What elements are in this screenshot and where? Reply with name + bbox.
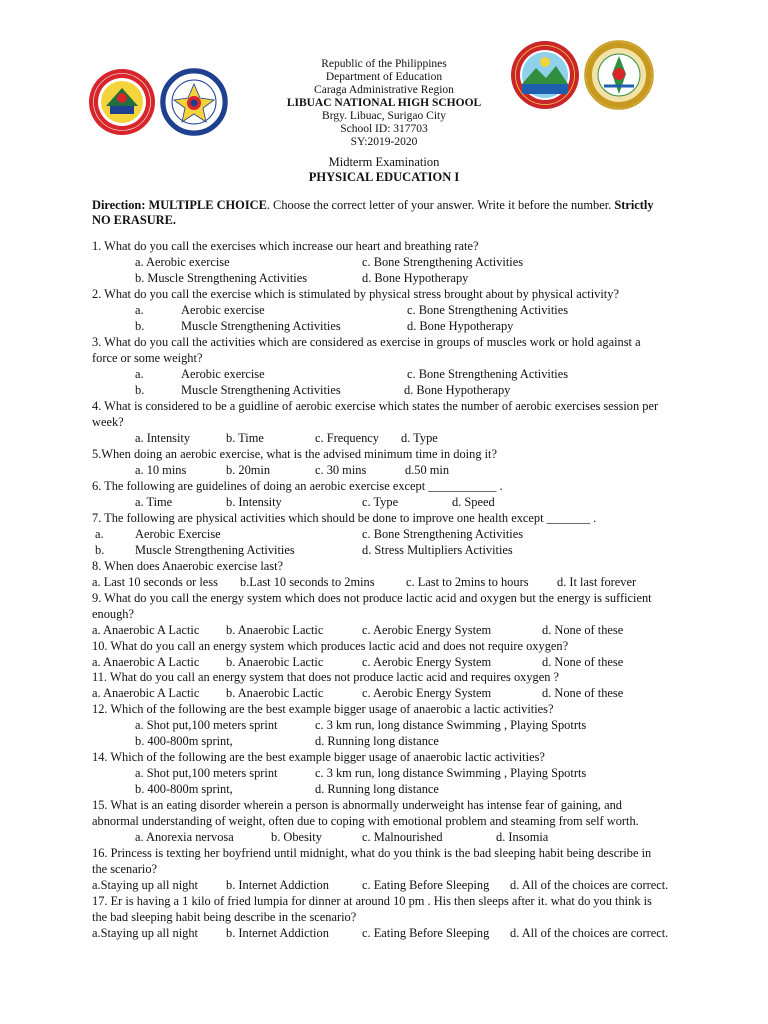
direction-label: Direction: MULTIPLE CHOICE <box>92 198 267 212</box>
q5-option-d: d.50 min <box>405 463 450 477</box>
q7-option-c: c. Bone Strengthening Activities <box>362 527 524 541</box>
q10-option-c: c. Aerobic Energy System <box>362 655 492 669</box>
q12-option-c: c. 3 km run, long distance Swimming , Playing Spotrts <box>315 718 587 732</box>
question-12: 12. Which of the following are the best example bigger usage of anaerobic a lactic activities? <box>92 702 554 716</box>
question-4-cont: week? <box>92 415 124 429</box>
q17-option-a: a.Staying up all night <box>92 926 198 940</box>
q1-option-b: b. Muscle Strengthening Activities <box>135 271 308 285</box>
exam-title-block <box>0 155 768 185</box>
q7-option-a-letter: a. <box>95 527 104 541</box>
q15-option-d: d. Insomia <box>496 830 549 844</box>
direction-strict: Strictly <box>614 198 654 212</box>
q11-option-a: a. Anaerobic A Lactic <box>92 686 200 700</box>
q1-option-a: a. Aerobic exercise <box>135 255 230 269</box>
question-4: 4. What is considered to be a guidline of aerobic exercise which states the number of aerobic exercises session per <box>92 399 659 413</box>
q9-option-d: d. None of these <box>542 623 624 637</box>
q5-option-b: b. 20min <box>226 463 271 477</box>
question-10: 10. What do you call an energy system which produces lactic acid and does not require oxygen? <box>92 639 569 653</box>
q5-option-a: a. 10 mins <box>135 463 187 477</box>
header-address: Brgy. Libuac, Surigao City <box>322 110 446 122</box>
q8-option-a: a. Last 10 seconds or less <box>92 575 218 589</box>
question-15-cont: abnormal understanding of weight, often due to coping with emotional problem and steaming from self worth. <box>92 814 639 828</box>
q4-option-b: b. Time <box>226 431 264 445</box>
q8-option-c: c. Last to 2mins to hours <box>406 575 529 589</box>
q2-option-a-letter: a. <box>135 303 144 317</box>
question-1: 1. What do you call the exercises which increase our heart and breathing rate? <box>92 239 479 253</box>
q11-option-d: d. None of these <box>542 686 624 700</box>
q6-option-b: b. Intensity <box>226 495 282 509</box>
header-department: Department of Education <box>325 71 443 83</box>
q3-option-b-letter: b. <box>135 383 145 397</box>
question-16-cont: the scenario? <box>92 862 158 876</box>
q3-option-a-letter: a. <box>135 367 144 381</box>
exam-title: Midterm Examination <box>328 155 440 169</box>
question-17: 17. Er is having a 1 kilo of fried lumpia for dinner at around 10 pm . His then sleeps after it. what do you think is <box>92 894 652 908</box>
q5-option-c: c. 30 mins <box>315 463 367 477</box>
q2-option-c: c. Bone Strengthening Activities <box>407 303 569 317</box>
q17-option-b: b. Internet Addiction <box>226 926 329 940</box>
question-9: 9. What do you call the energy system which does not produce lactic acid and oxygen but the energy is sufficient <box>92 591 652 605</box>
header-school-name: LIBUAC NATIONAL HIGH SCHOOL <box>286 97 482 109</box>
q11-option-b: b. Anaerobic Lactic <box>226 686 324 700</box>
header-republic: Republic of the Philippines <box>321 58 447 70</box>
q2-option-b-letter: b. <box>135 319 145 333</box>
direction-no-erasure: NO ERASURE. <box>92 213 176 227</box>
q16-option-d: d. All of the choices are correct. <box>510 878 669 892</box>
letterhead <box>0 58 768 149</box>
q6-option-d: d. Speed <box>452 495 495 509</box>
q8-option-b: b.Last 10 seconds to 2mins <box>240 575 375 589</box>
q12-option-a: a. Shot put,100 meters sprint <box>135 718 278 732</box>
q12-option-b: b. 400-800m sprint, <box>135 734 233 748</box>
q4-option-a: a. Intensity <box>135 431 191 445</box>
q17-option-c: c. Eating Before Sleeping <box>362 926 490 940</box>
question-16: 16. Princess is texting her boyfriend until midnight, what do you think is the bad sleeping habit being describe in <box>92 846 652 860</box>
header-region: Caraga Administrative Region <box>314 84 454 96</box>
q7-option-b: Muscle Strengthening Activities <box>135 543 295 557</box>
header-school-id: School ID: 317703 <box>340 123 428 135</box>
q17-option-d: d. All of the choices are correct. <box>510 926 669 940</box>
q4-option-d: d. Type <box>401 431 438 445</box>
q16-option-b: b. Internet Addiction <box>226 878 329 892</box>
q4-option-c: c. Frequency <box>315 431 379 445</box>
question-2: 2. What do you call the exercise which is stimulated by physical stress brought about by physical activity? <box>92 287 619 301</box>
q3-option-c: c. Bone Strengthening Activities <box>407 367 569 381</box>
question-5: 5.When doing an aerobic exercise, what is the advised minimum time in doing it? <box>92 447 498 461</box>
question-6: 6. The following are guidelines of doing an aerobic exercise except ___________ . <box>92 479 503 493</box>
q15-option-b: b. Obesity <box>271 830 322 844</box>
direction-line <box>92 197 654 213</box>
q3-option-d: d. Bone Hypotherapy <box>404 383 511 397</box>
q2-option-a: Aerobic exercise <box>181 303 265 317</box>
direction-text: . Choose the correct letter of your answer. Write it before the number. <box>266 198 615 212</box>
q10-option-d: d. None of these <box>542 655 624 669</box>
q16-option-a: a.Staying up all night <box>92 878 198 892</box>
q12-option-d: d. Running long distance <box>315 734 439 748</box>
question-3: 3. What do you call the activities which are considered as exercise in groups of muscles work or hold against a <box>92 335 641 349</box>
q11-option-c: c. Aerobic Energy System <box>362 686 492 700</box>
q14-option-a: a. Shot put,100 meters sprint <box>135 766 278 780</box>
q9-option-a: a. Anaerobic A Lactic <box>92 623 200 637</box>
q7-option-d: d. Stress Multipliers Activities <box>362 543 513 557</box>
q3-option-b: Muscle Strengthening Activities <box>181 383 341 397</box>
q9-option-b: b. Anaerobic Lactic <box>226 623 324 637</box>
question-15: 15. What is an eating disorder wherein a person is abnormally underweight has intense fear of gaining, and <box>92 798 623 812</box>
q10-option-a: a. Anaerobic A Lactic <box>92 655 200 669</box>
question-7: 7. The following are physical activities which should be done to improve one health except _______ . <box>92 511 597 525</box>
question-11: 11. What do you call an energy system that does not produce lactic acid and requires oxygen ? <box>92 670 560 684</box>
q7-option-a: Aerobic Exercise <box>135 527 221 541</box>
q8-option-d: d. It last forever <box>557 575 637 589</box>
question-3-cont: force or some weight? <box>92 351 203 365</box>
q2-option-d: d. Bone Hypotherapy <box>407 319 514 333</box>
exam-subject: PHYSICAL EDUCATION I <box>308 170 460 184</box>
question-8: 8. When does Anaerobic exercise last? <box>92 559 284 573</box>
question-14: 14. Which of the following are the best example bigger usage of anaerobic lactic activities? <box>92 750 545 764</box>
q6-option-a: a. Time <box>135 495 173 509</box>
q14-option-b: b. 400-800m sprint, <box>135 782 233 796</box>
q16-option-c: c. Eating Before Sleeping <box>362 878 490 892</box>
question-9-cont: enough? <box>92 607 134 621</box>
q14-option-c: c. 3 km run, long distance Swimming , Playing Spotrts <box>315 766 587 780</box>
q7-option-b-letter: b. <box>95 543 105 557</box>
q3-option-a: Aerobic exercise <box>181 367 265 381</box>
q1-option-d: d. Bone Hypotherapy <box>362 271 469 285</box>
question-17-cont: the bad sleeping habit being describe in the scenario? <box>92 910 357 924</box>
q2-option-b: Muscle Strengthening Activities <box>181 319 341 333</box>
q10-option-b: b. Anaerobic Lactic <box>226 655 324 669</box>
q1-option-c: c. Bone Strengthening Activities <box>362 255 524 269</box>
q15-option-c: c. Malnourished <box>362 830 443 844</box>
q9-option-c: c. Aerobic Energy System <box>362 623 492 637</box>
q6-option-c: c. Type <box>362 495 399 509</box>
q14-option-d: d. Running long distance <box>315 782 439 796</box>
header-school-year: SY:2019-2020 <box>350 136 418 148</box>
q15-option-a: a. Anorexia nervosa <box>135 830 234 844</box>
